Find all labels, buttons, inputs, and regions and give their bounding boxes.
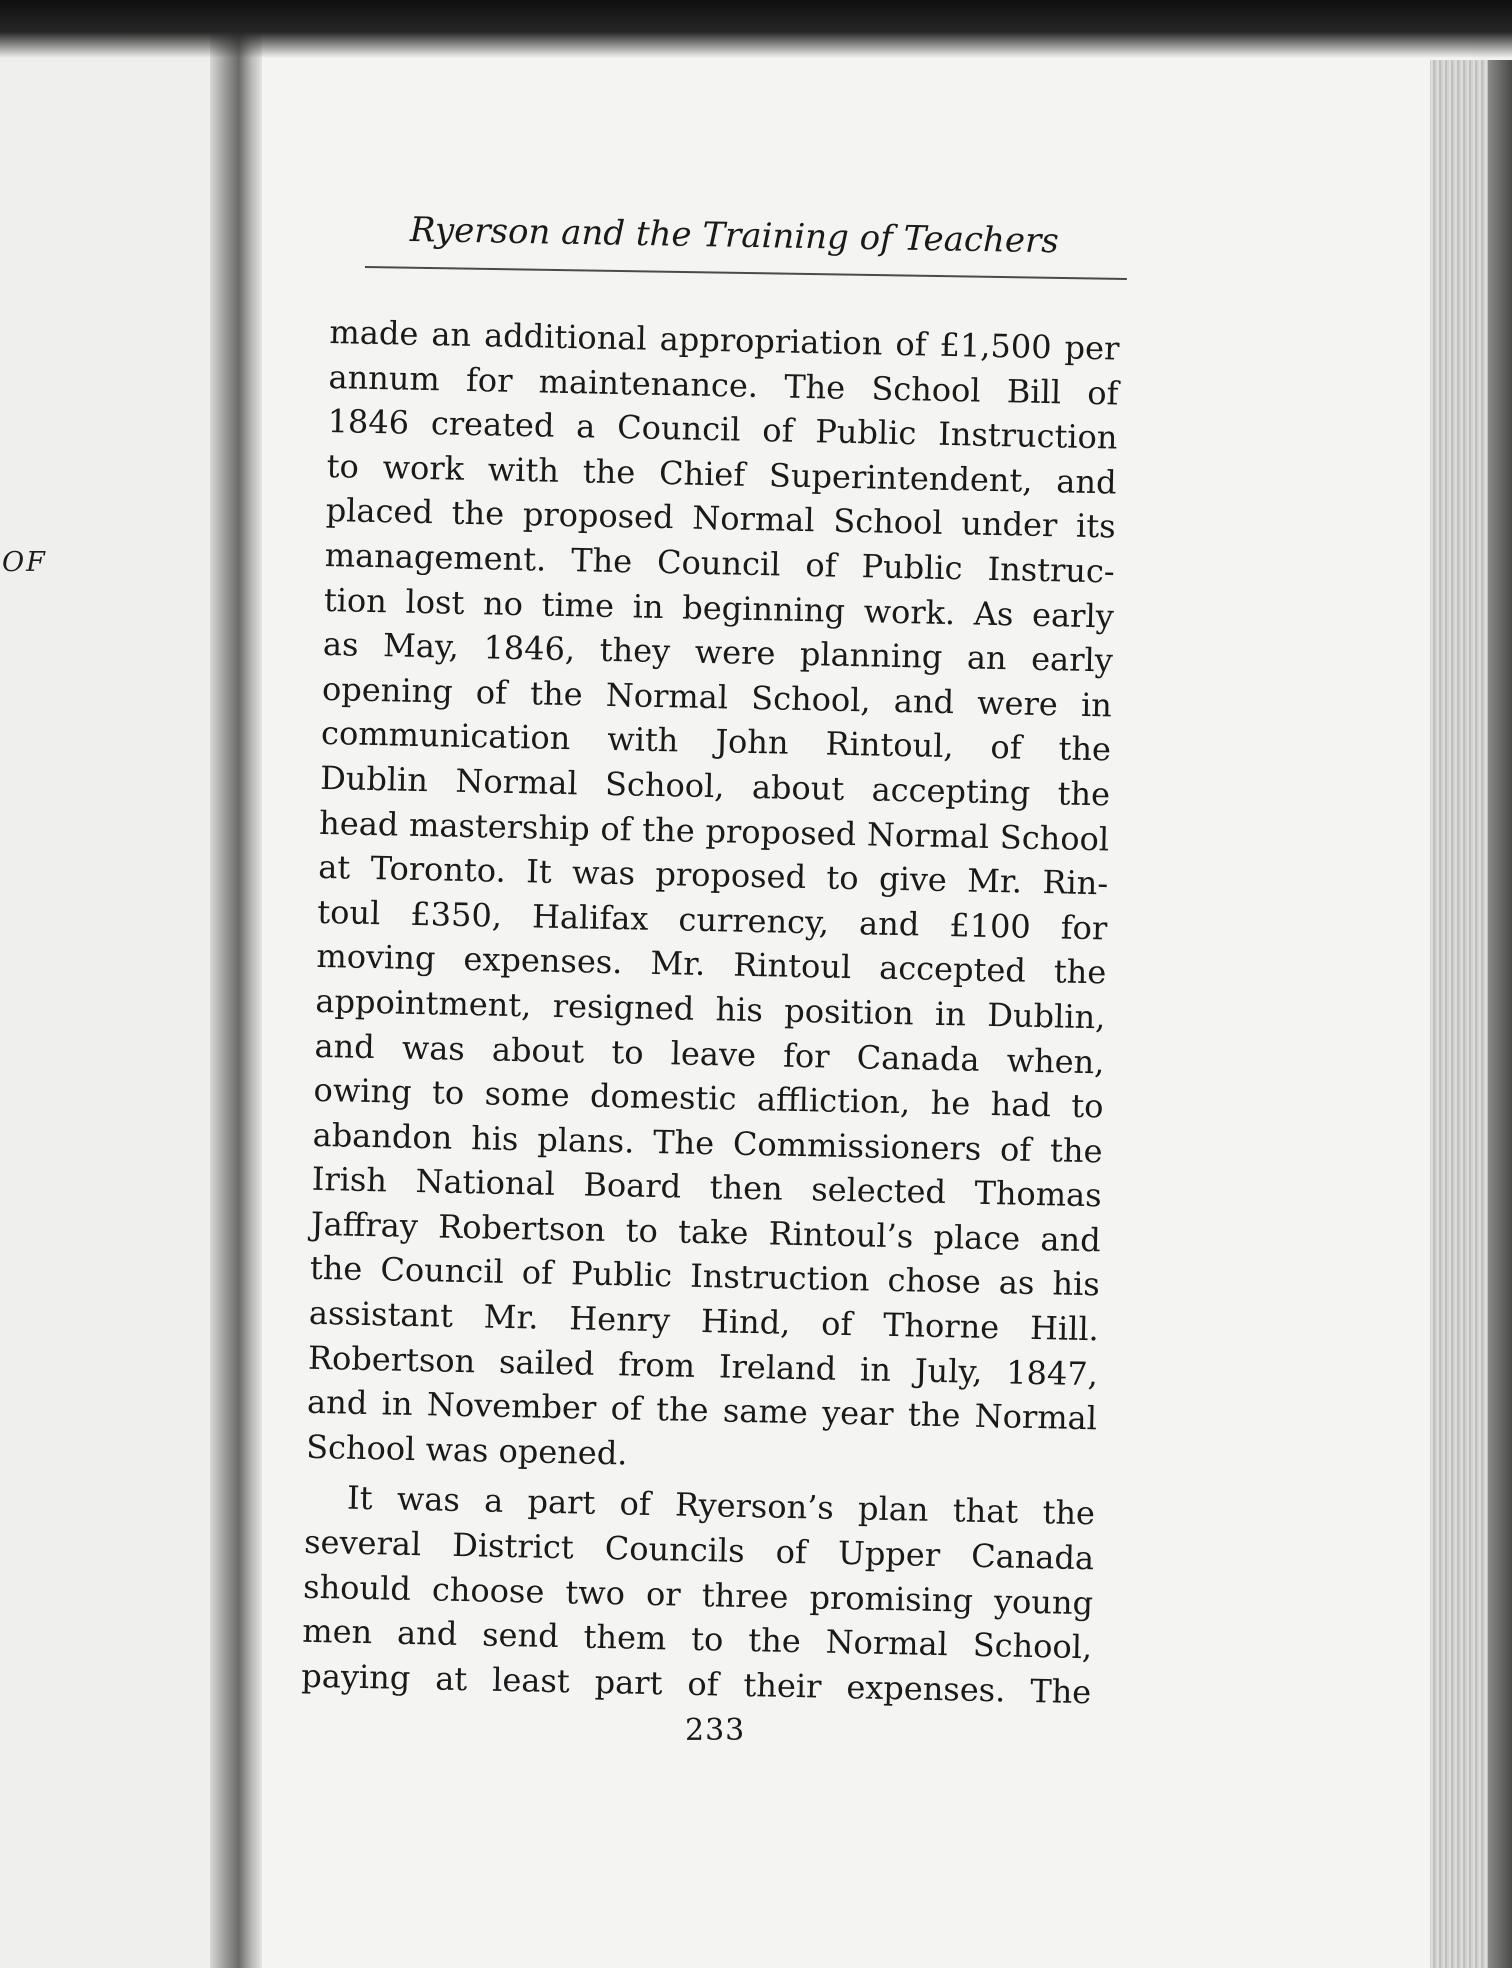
text-line: opening of the Normal School, and were in xyxy=(321,669,1113,725)
text-line: at Toronto. It was proposed to give Mr. Rin- xyxy=(317,848,1109,903)
text-line: should choose two or three promising young xyxy=(302,1567,1094,1622)
text-line: Dublin Normal School, about accepting the xyxy=(319,758,1111,814)
book-gutter xyxy=(210,30,262,1968)
text-line: to work with the Chief Superintendent, and xyxy=(326,446,1117,502)
paragraph xyxy=(301,1475,1095,1714)
text-line: moving expenses. Mr. Rintoul accepted the xyxy=(316,937,1107,992)
text-line: Irish National Board then selected Thomas xyxy=(311,1160,1103,1215)
left-page-heading-fragment: OF xyxy=(2,547,47,578)
text-line: Jaffray Robertson to take Rintoul’s place and xyxy=(310,1204,1102,1260)
text-line: and in November of the same year the Normal xyxy=(306,1383,1098,1438)
scan-top-shadow xyxy=(0,0,1512,58)
text-line: assistant Mr. Henry Hind, of Thorne Hill. xyxy=(308,1293,1100,1349)
text-line: placed the proposed Normal School under its xyxy=(325,491,1117,546)
text-line: Robertson sailed from Ireland in July, 1847, xyxy=(307,1338,1099,1393)
text-line: several District Councils of Upper Canada xyxy=(303,1522,1095,1578)
text-line: tion lost no time in beginning work. As early xyxy=(323,580,1115,636)
text-line: men and send them to the Normal School, xyxy=(301,1611,1093,1667)
text-line: made an additional appropriation of £1,500 per xyxy=(329,312,1120,368)
text-line: It was a part of Ryerson’s plan that the xyxy=(346,1479,1096,1533)
paragraph xyxy=(306,310,1120,1486)
text-line: appointment, resigned his position in Dublin, xyxy=(315,981,1106,1037)
text-line: management. The Council of Public Instruc- xyxy=(324,535,1116,591)
text-line: paying at least part of their expenses. The xyxy=(300,1656,1092,1712)
text-line: the Council of Public Instruction chose as his xyxy=(309,1249,1101,1304)
text-line: toul £350, Halifax currency, and £100 for xyxy=(317,892,1108,948)
text-line: 1846 created a Council of Public Instruction xyxy=(327,402,1118,457)
text-line: communication with John Rintoul, of the xyxy=(320,714,1112,769)
text-line: and was about to leave for Canada when, xyxy=(314,1026,1105,1081)
text-line: annum for maintenance. The School Bill of xyxy=(328,357,1119,413)
page-number: 233 xyxy=(685,1713,746,1748)
left-page xyxy=(0,30,240,1968)
text-line: head mastership of the proposed Normal School xyxy=(318,803,1110,858)
text-line: School was opened. xyxy=(305,1427,628,1473)
page-fore-edge-shadow xyxy=(1488,60,1512,1968)
text-line: as May, 1846, they were planning an early xyxy=(322,625,1114,680)
text-line: abandon his plans. The Commissioners of the xyxy=(312,1115,1103,1171)
body-text xyxy=(301,310,1120,1715)
running-head: Ryerson and the Training of Teachers xyxy=(409,210,1060,262)
text-line: owing to some domestic affliction, he had to xyxy=(313,1070,1104,1126)
